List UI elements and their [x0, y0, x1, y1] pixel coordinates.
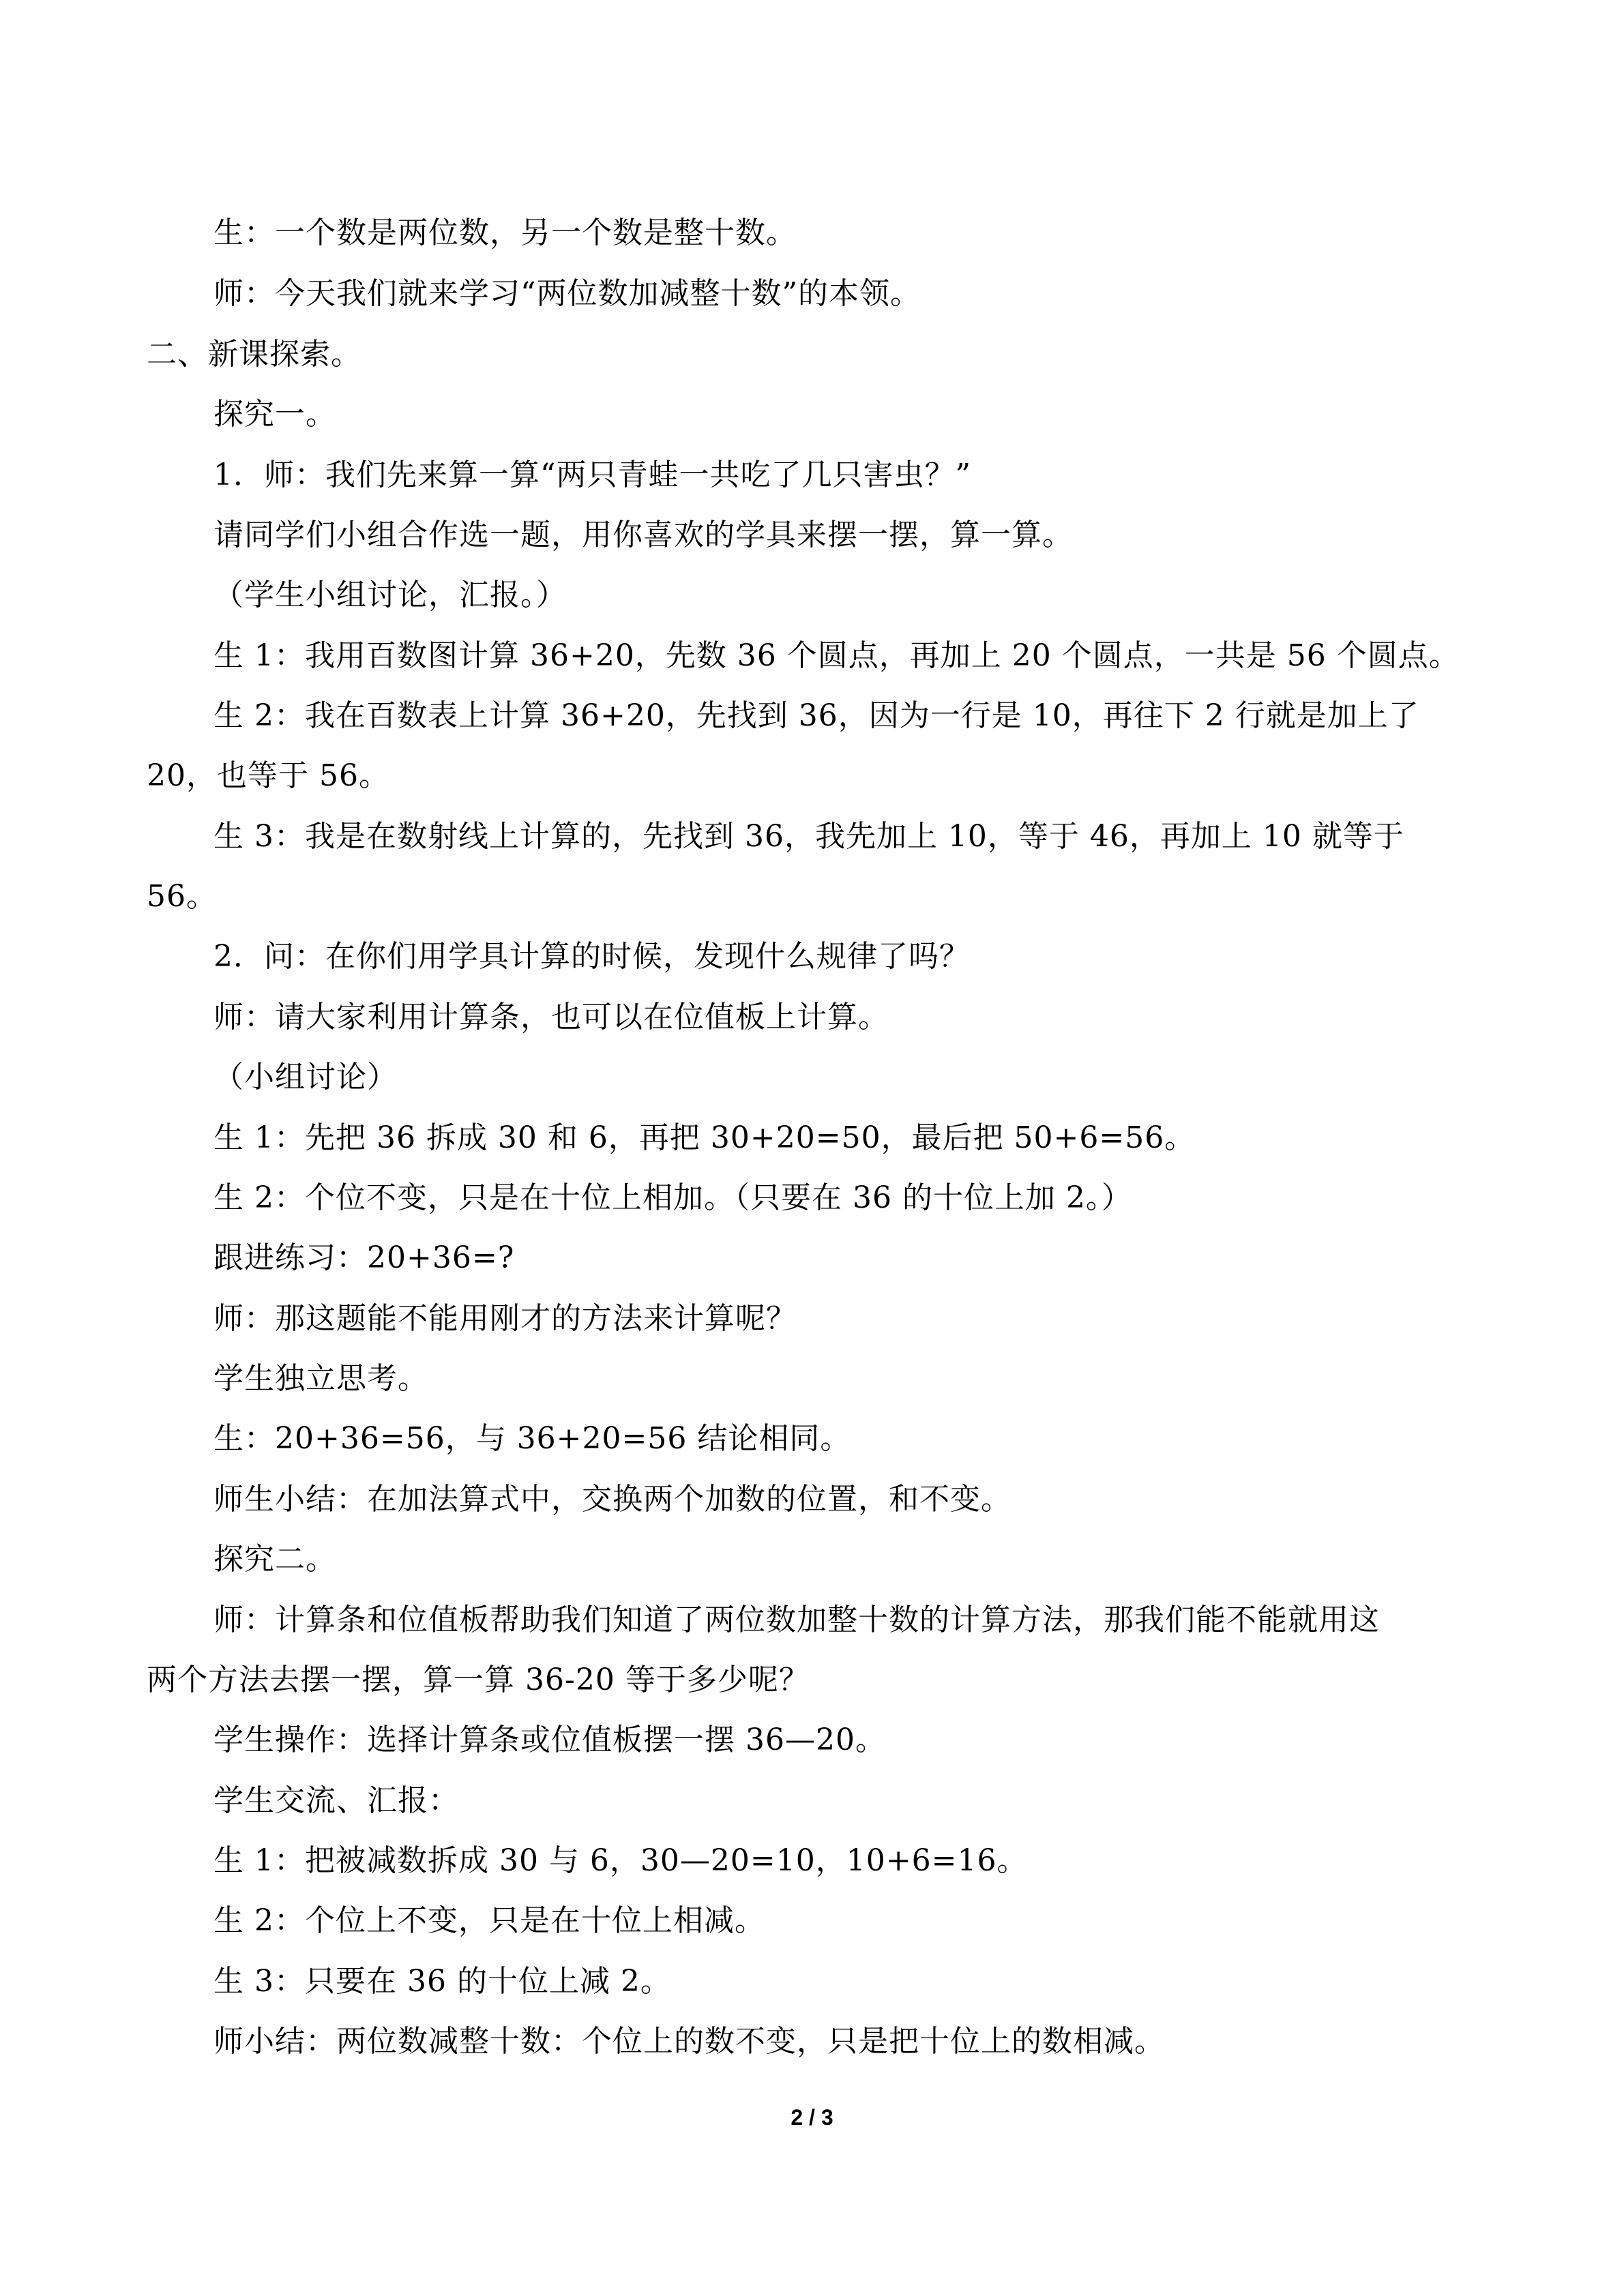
text-line: 师生小结：在加法算式中，交换两个加数的位置，和不变。 — [213, 1482, 1012, 1517]
text-line: 请同学们小组合作选一题，用你喜欢的学具来摆一摆，算一算。 — [213, 518, 1073, 552]
text-line: （小组讨论） — [213, 1060, 398, 1094]
text-line: （学生小组讨论，汇报。） — [213, 578, 567, 612]
text-line: 20，也等于 56。 — [147, 758, 389, 793]
text-line: 56。 — [147, 879, 217, 914]
text-line: 生 1：我用百数图计算 36+20，先数 36 个圆点，再加上 20 个圆点，一共是 56 个圆点。 — [213, 638, 1460, 673]
text-line: 1．师：我们先来算一算“两只青蛙一共吃了几只害虫？” — [213, 458, 971, 492]
text-line: 生 3：我是在数射线上计算的，先找到 36，我先加上 10，等于 46，再加上 10 就等于 — [213, 819, 1404, 854]
subsection-heading: 探究二。 — [213, 1542, 336, 1577]
text-line: 生 2：个位不变，只是在十位上相加。（只要在 36 的十位上加 2。） — [213, 1180, 1132, 1215]
text-line: 生 1：先把 36 拆成 30 和 6，再把 30+20=50，最后把 50+6=56。 — [213, 1120, 1196, 1155]
text-line: 学生操作：选择计算条或位值板摆一摆 36—20。 — [213, 1723, 886, 1757]
text-line: 师：计算条和位值板帮助我们知道了两位数加整十数的计算方法，那我们能不能就用这 — [213, 1602, 1380, 1637]
text-line: 师：今天我们就来学习“两位数加减整十数”的本领。 — [213, 276, 921, 311]
section-heading: 二、新课探索。 — [147, 337, 361, 372]
text-line: 生 2：我在百数表上计算 36+20，先找到 36，因为一行是 10，再往下 2 行就是加上了 — [213, 698, 1419, 733]
text-line: 生 1：把被减数拆成 30 与 6，30—20=10，10+6=16。 — [213, 1843, 1028, 1878]
text-line: 生：20+36=56，与 36+20=56 结论相同。 — [213, 1421, 851, 1456]
text-line: 生 2：个位上不变，只是在十位上相减。 — [213, 1903, 765, 1938]
subsection-heading: 探究一。 — [213, 397, 336, 432]
text-line: 生 3：只要在 36 的十位上减 2。 — [213, 1964, 671, 1999]
text-line: 学生交流、汇报： — [213, 1783, 459, 1818]
text-line: 师小结：两位数减整十数：个位上的数不变，只是把十位上的数相减。 — [213, 2024, 1165, 2059]
text-line: 跟进练习：20+36=? — [213, 1240, 515, 1275]
text-line: 生：一个数是两位数，另一个数是整十数。 — [213, 215, 797, 250]
text-line: 师：请大家利用计算条，也可以在位值板上计算。 — [213, 1000, 889, 1034]
text-line: 师：那这题能不能用刚才的方法来计算呢？ — [213, 1301, 797, 1336]
text-line: 2．问：在你们用学具计算的时候，发现什么规律了吗？ — [213, 939, 970, 974]
text-line: 两个方法去摆一摆，算一算 36-20 等于多少呢？ — [147, 1663, 810, 1697]
page-number: 2 / 3 — [791, 2105, 833, 2130]
text-line: 学生独立思考。 — [213, 1361, 428, 1396]
